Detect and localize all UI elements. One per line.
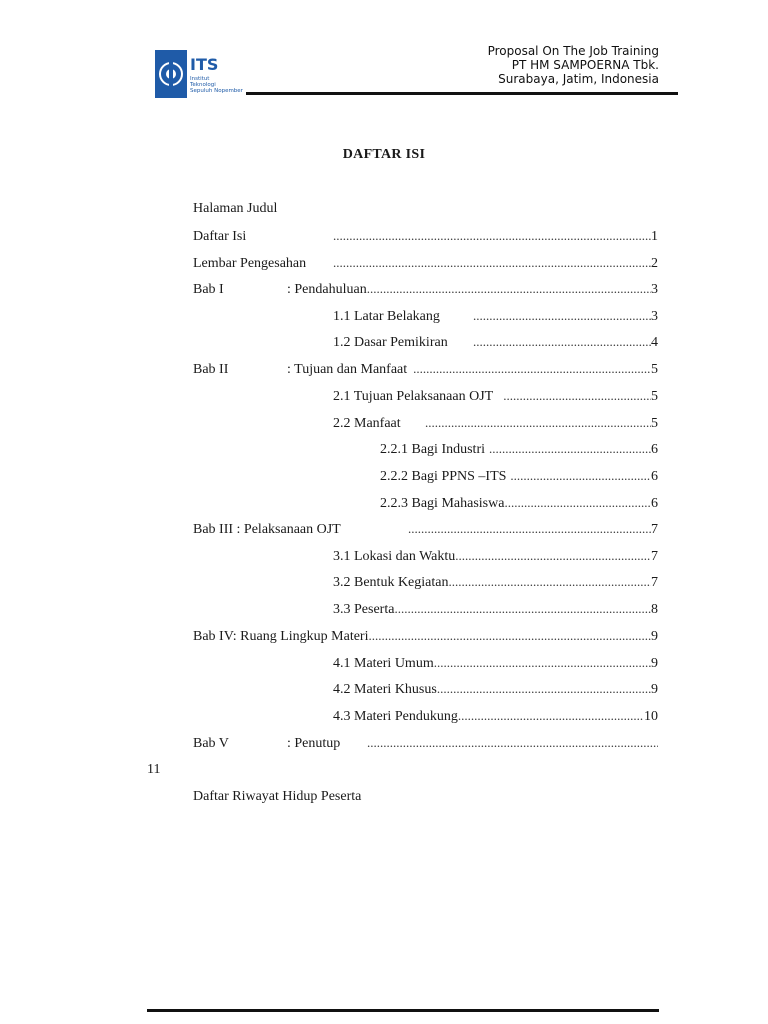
document-header xyxy=(488,44,659,86)
svg-text:Sepuluh Nopember: Sepuluh Nopember xyxy=(190,88,243,94)
logo-text: ITS xyxy=(190,55,219,74)
toc-entry-2-2-1: 2.2.1 Bagi Industri ..... 6 xyxy=(380,440,658,458)
page-title: DAFTAR ISI xyxy=(342,147,426,162)
header-line-2: PT HM SAMPOERNA Tbk. xyxy=(511,58,659,72)
toc-entry-1-2: 1.2 Dasar Pemikiran ..... 4 xyxy=(333,333,658,351)
toc-entry-bab-4: Bab IV: Ruang Lingkup Materi ..... 9 xyxy=(193,627,658,645)
toc-entry-2-2: 2.2 Manfaat ..... 5 xyxy=(333,414,658,432)
toc-entry-2-2-3: 2.2.3 Bagi Mahasiswa ..... 6 xyxy=(380,494,658,512)
toc-entry-bab-1: Bab I : Pendahuluan ..... 3 xyxy=(193,280,658,298)
header-line-3: Surabaya, Jatim, Indonesia xyxy=(498,72,659,86)
svg-text:Institut: Institut xyxy=(190,76,210,82)
toc-entry-bab-5: Bab V : Penutup ..... xyxy=(193,734,658,752)
toc-entry-4-2: 4.2 Materi Khusus ..... 9 xyxy=(333,680,658,698)
its-logo xyxy=(153,48,245,100)
footer-rule xyxy=(147,1009,659,1012)
header-rule xyxy=(246,92,678,95)
toc-entry-2-1: 2.1 Tujuan Pelaksanaan OJT ..... 5 xyxy=(333,387,658,405)
toc-entry-3-3: 3.3 Peserta ..... 8 xyxy=(333,600,658,618)
toc-halaman-judul: Halaman Judul xyxy=(193,201,278,216)
toc-entry-1-1: 1.1 Latar Belakang ..... 3 xyxy=(333,307,658,325)
toc-entry-daftar-isi: Daftar Isi ..... 1 xyxy=(193,227,658,245)
toc-entry-4-3: 4.3 Materi Pendukung ..... 10 xyxy=(333,707,658,725)
toc-entry-3-2: 3.2 Bentuk Kegiatan ..... 7 xyxy=(333,573,658,591)
toc-entry-4-1: 4.1 Materi Umum ..... 9 xyxy=(333,654,658,672)
toc-entry-lembar-pengesahan: Lembar Pengesahan ..... 2 xyxy=(193,254,658,272)
svg-text:Teknologi: Teknologi xyxy=(190,82,216,88)
toc-page-bab-5: 11 xyxy=(147,762,161,777)
header-line-1: Proposal On The Job Training xyxy=(487,44,659,58)
toc-entry-bab-3: Bab III : Pelaksanaan OJT ..... 7 xyxy=(193,520,658,538)
toc-entry-2-2-2: 2.2.2 Bagi PPNS –ITS ..... 6 xyxy=(380,467,658,485)
toc-entry-3-1: 3.1 Lokasi dan Waktu ..... 7 xyxy=(333,547,658,565)
toc-riwayat-hidup: Daftar Riwayat Hidup Peserta xyxy=(193,789,362,804)
toc-entry-bab-2: Bab II : Tujuan dan Manfaat ..... 5 xyxy=(193,360,658,378)
